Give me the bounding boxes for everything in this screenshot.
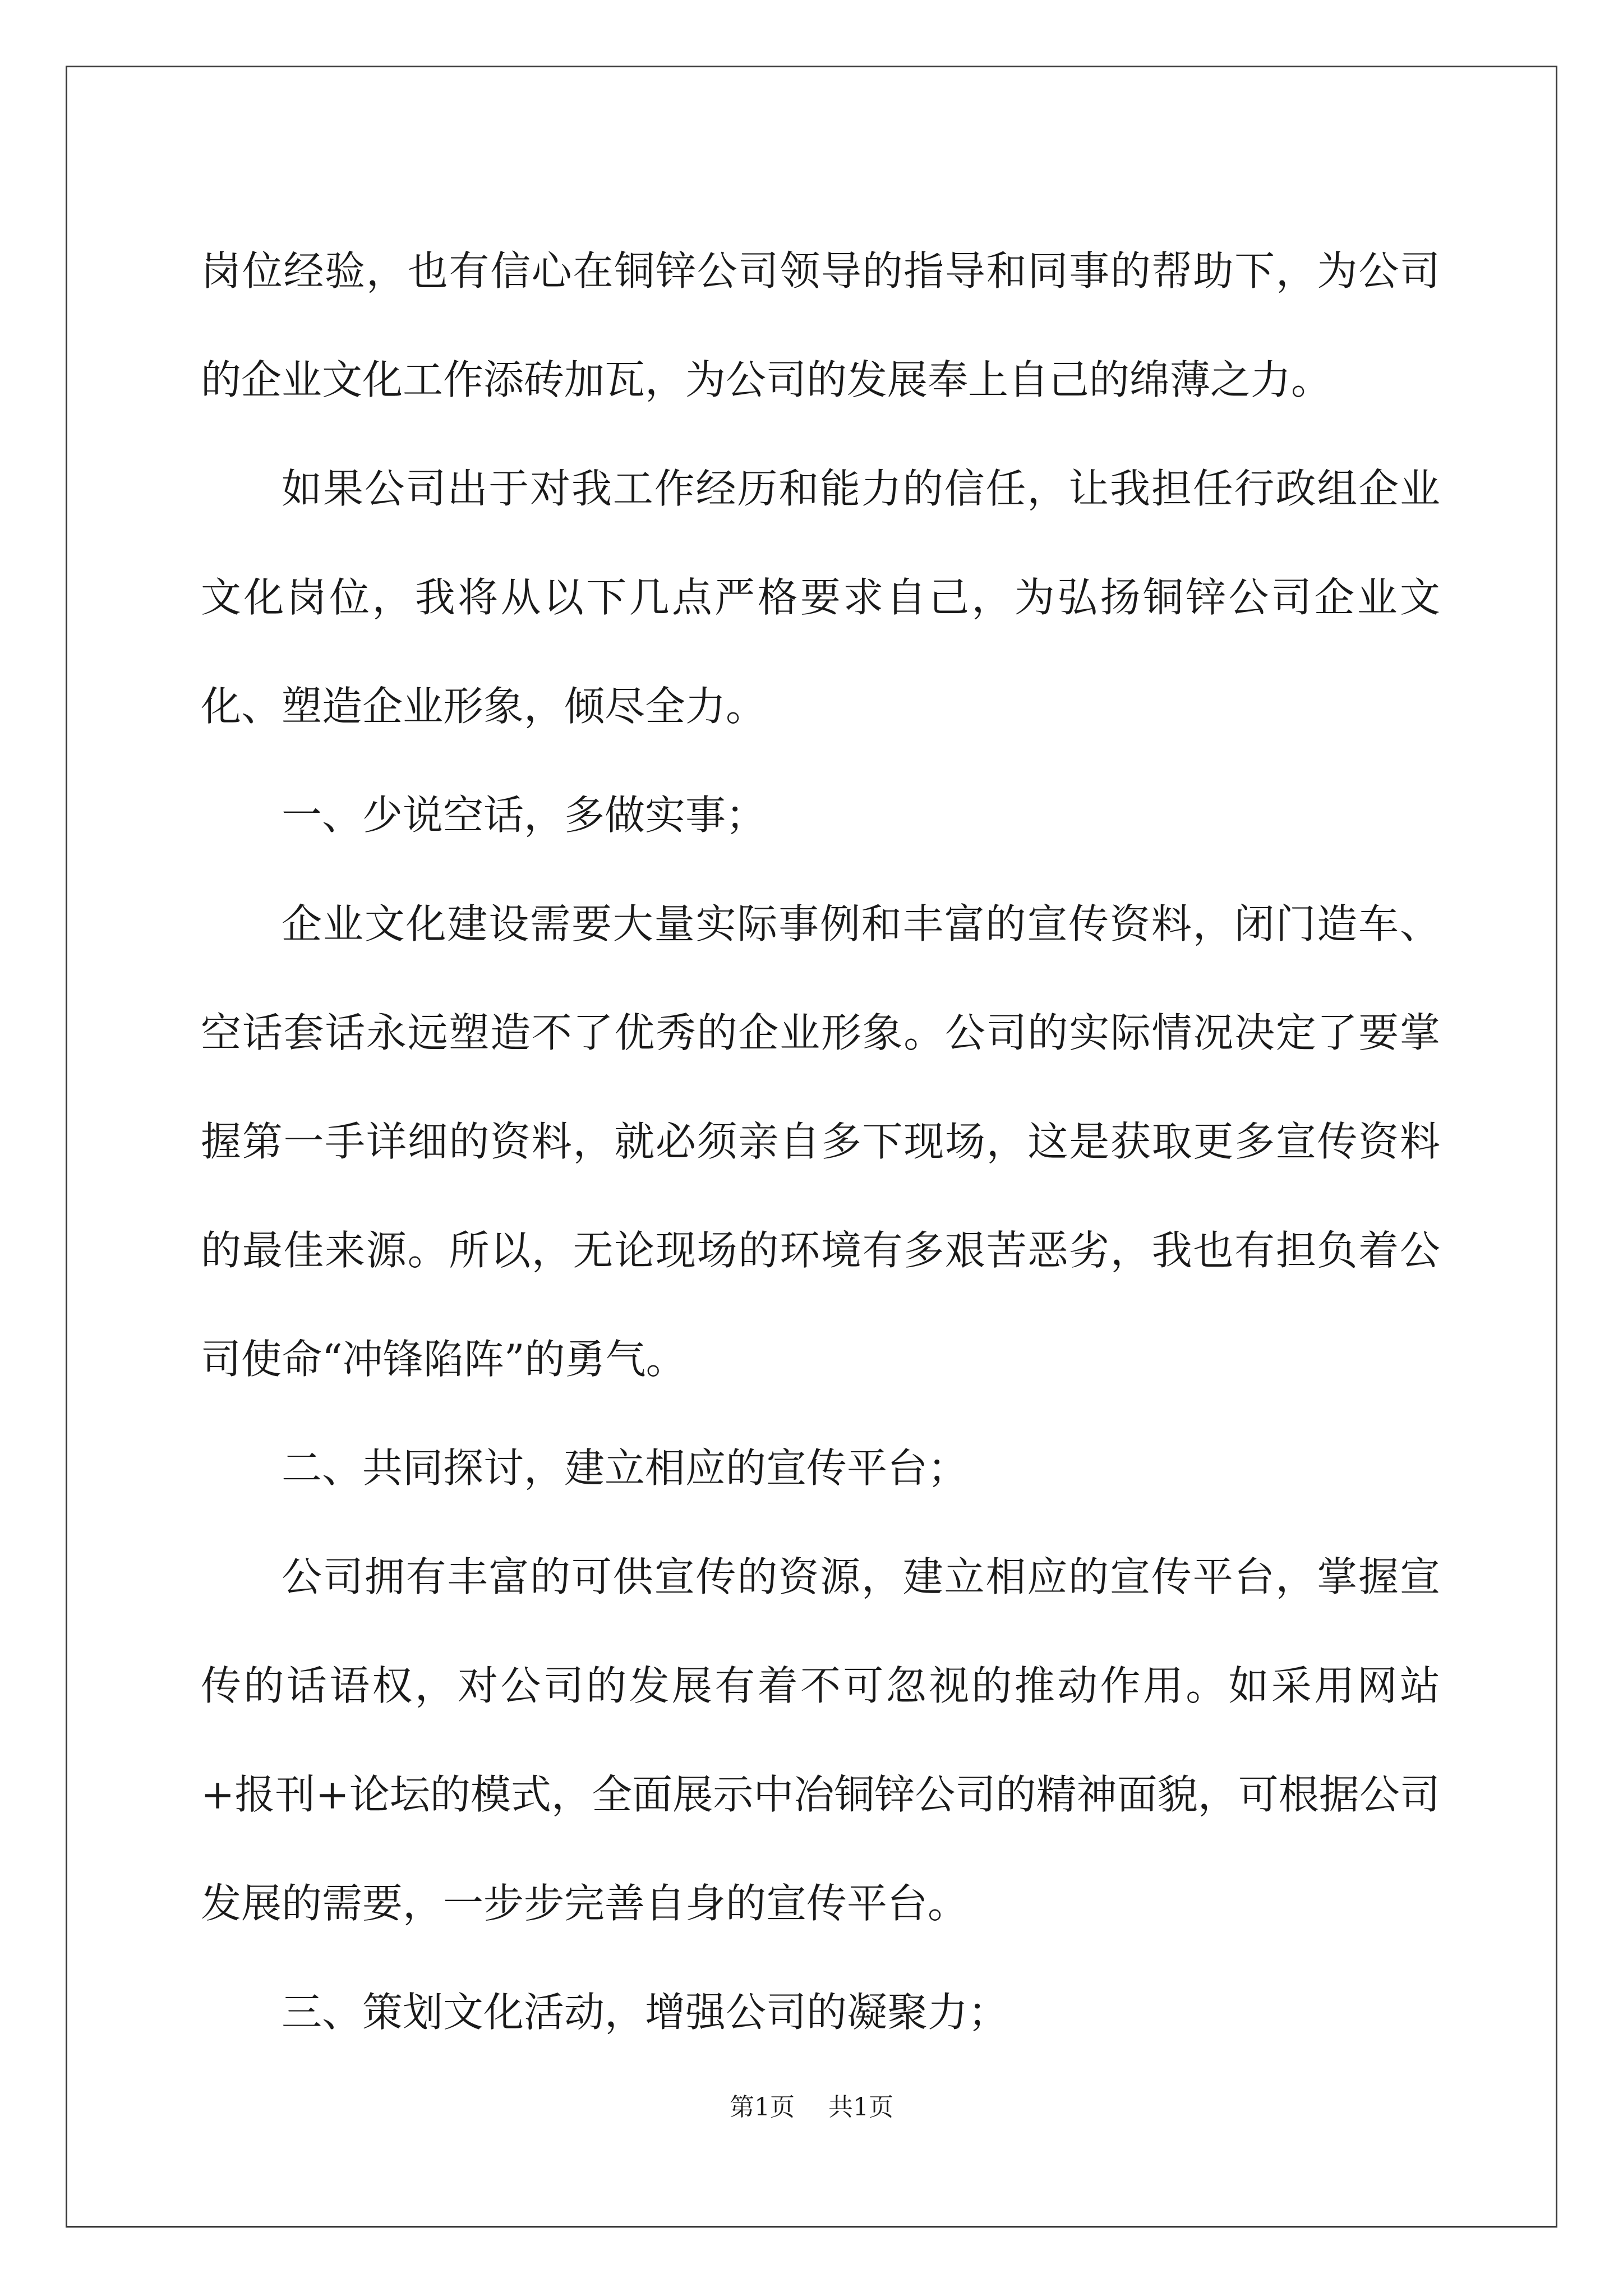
paragraph-3: 企业文化建设需要大量实际事例和丰富的宣传资料，闭门造车、空话套话永远塑造不了优秀的企业形象。公司的实际情况决定了要掌握第一手详细的资料，就必须亲自多下现场，这是获取更多宣传资料的最佳来源。所以，无论现场的环境有多艰苦恶劣，我也有担负着公司使命“冲锋陷阵”的勇气。 <box>201 900 1440 1383</box>
page-total: 共1页 <box>828 2093 893 2122</box>
paragraph-2: 如果公司出于对我工作经历和能力的信任，让我担任行政组企业文化岗位，我将从以下几点严格要求自己，为弘扬铜锌公司企业文化、塑造企业形象，倾尽全力。 <box>201 465 1440 730</box>
paragraph-1: 岗位经验，也有信心在铜锌公司领导的指导和同事的帮助下，为公司的企业文化工作添砖加瓦，为公司的发展奉上自己的绵薄之力。 <box>201 247 1440 403</box>
section-heading-3: 三、策划文化活动，增强公司的凝聚力； <box>282 1989 1009 2036</box>
paragraph-4: 公司拥有丰富的可供宣传的资源，建立相应的宣传平台，掌握宣传的话语权，对公司的发展有着不可忽视的推动作用。如采用网站+报刊+论坛的模式，全面展示中冶铜锌公司的精神面貌，可根据公司发展的需要，一步步完善自身的宣传平台。 <box>201 1553 1440 1927</box>
section-heading-2: 二、共同探讨，建立相应的宣传平台； <box>282 1444 969 1492</box>
page-number: 第1页 <box>730 2093 795 2122</box>
section-heading-1: 一、少说空话，多做实事； <box>282 792 767 839</box>
document-body <box>201 217 1440 2067</box>
page-footer <box>0 2087 1623 2123</box>
